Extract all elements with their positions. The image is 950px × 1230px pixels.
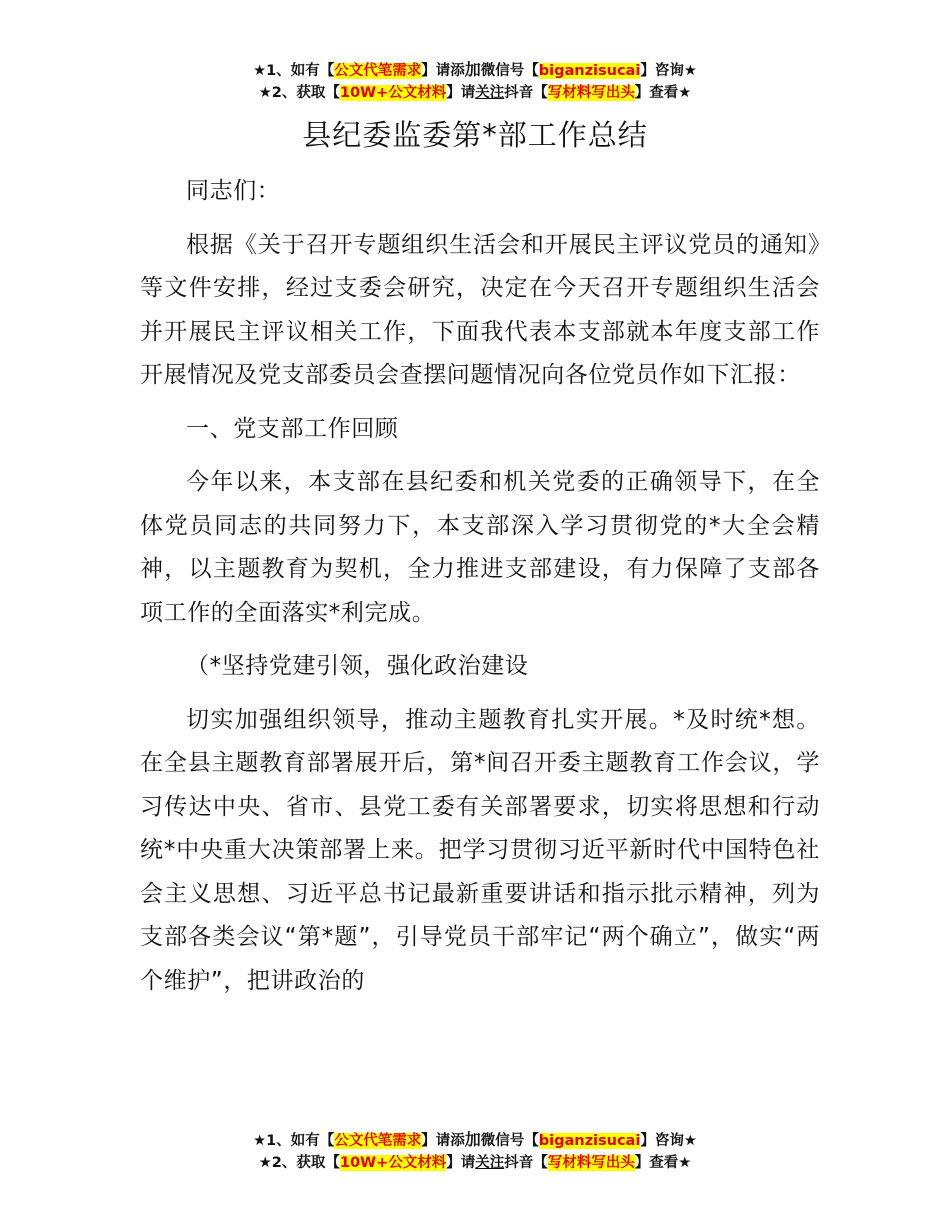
banner-line-2: ★2、获取【10W+公文材料】请关注抖音【写材料写出头】查看★ xyxy=(258,85,692,101)
banner-line-1: ★1、如有【公文代笔需求】请添加微信号【biganzisucai】咨询★ xyxy=(253,60,697,79)
highlight-wechat-id: biganzisucai xyxy=(538,1133,641,1149)
body-paragraph: 根据《关于召开专题组织生活会和开展民主评议党员的通知》等文件安排，经过支委会研究，决定在今天召开专题组织生活会并开展民主评议相关工作，下面我代表本支部就本年度支部工作开展情况及党支部委员会查摆问题情况向各位党员作如下汇报： xyxy=(140,231,820,388)
banner-line-2: ★2、获取【10W+公文材料】请关注抖音【写材料写出头】查看★ xyxy=(258,1155,692,1171)
underlined-follow: 关注 xyxy=(475,85,505,101)
bottom-banner xyxy=(0,1129,950,1174)
highlight-materials: 10W+公文材料 xyxy=(339,1155,447,1171)
salutation: 同志们： xyxy=(186,178,281,204)
section-heading: 一、党支部工作回顾 xyxy=(186,415,399,442)
underlined-follow: 关注 xyxy=(475,1155,505,1171)
banner-line-1: ★1、如有【公文代笔需求】请添加微信号【biganzisucai】咨询★ xyxy=(253,1130,697,1149)
subsection-heading: （*坚持党建引领，强化政治建设 xyxy=(186,653,529,679)
highlight-wechat-id: biganzisucai xyxy=(538,63,641,79)
highlight-service: 公文代笔需求 xyxy=(334,1133,422,1149)
document-title: 县纪委监委第*部工作总结 xyxy=(302,118,648,152)
body-paragraph: 今年以来，本支部在县纪委和机关党委的正确领导下，在全体党员同志的共同努力下，本支部深入学习贯彻党的*大全会精神，以主题教育为契机，全力推进支部建设，有力保障了支部各项工作的全面落实*利完成。 xyxy=(140,469,820,626)
highlight-service: 公文代笔需求 xyxy=(334,63,422,79)
highlight-douyin-account: 写材料写出头 xyxy=(547,85,635,101)
body-paragraph: 切实加强组织领导，推动主题教育扎实开展。*及时统*想。在全县主题教育部署展开后，第*间召开委主题教育工作会议，学习传达中央、省市、县党工委有关部署要求，切实将思想和行动统*中央重大决策部署上来。把学习贯彻习近平新时代中国特色社会主义思想、习近平总书记最新重要讲话和指示批示精神，列为支部各类会议“第*题”，引导党员干部牢记“两个确立”，做实“两个维护”，把讲政治的 xyxy=(140,706,820,994)
top-banner xyxy=(0,59,950,104)
highlight-materials: 10W+公文材料 xyxy=(339,85,447,101)
highlight-douyin-account: 写材料写出头 xyxy=(547,1155,635,1171)
document-body xyxy=(140,170,820,1013)
